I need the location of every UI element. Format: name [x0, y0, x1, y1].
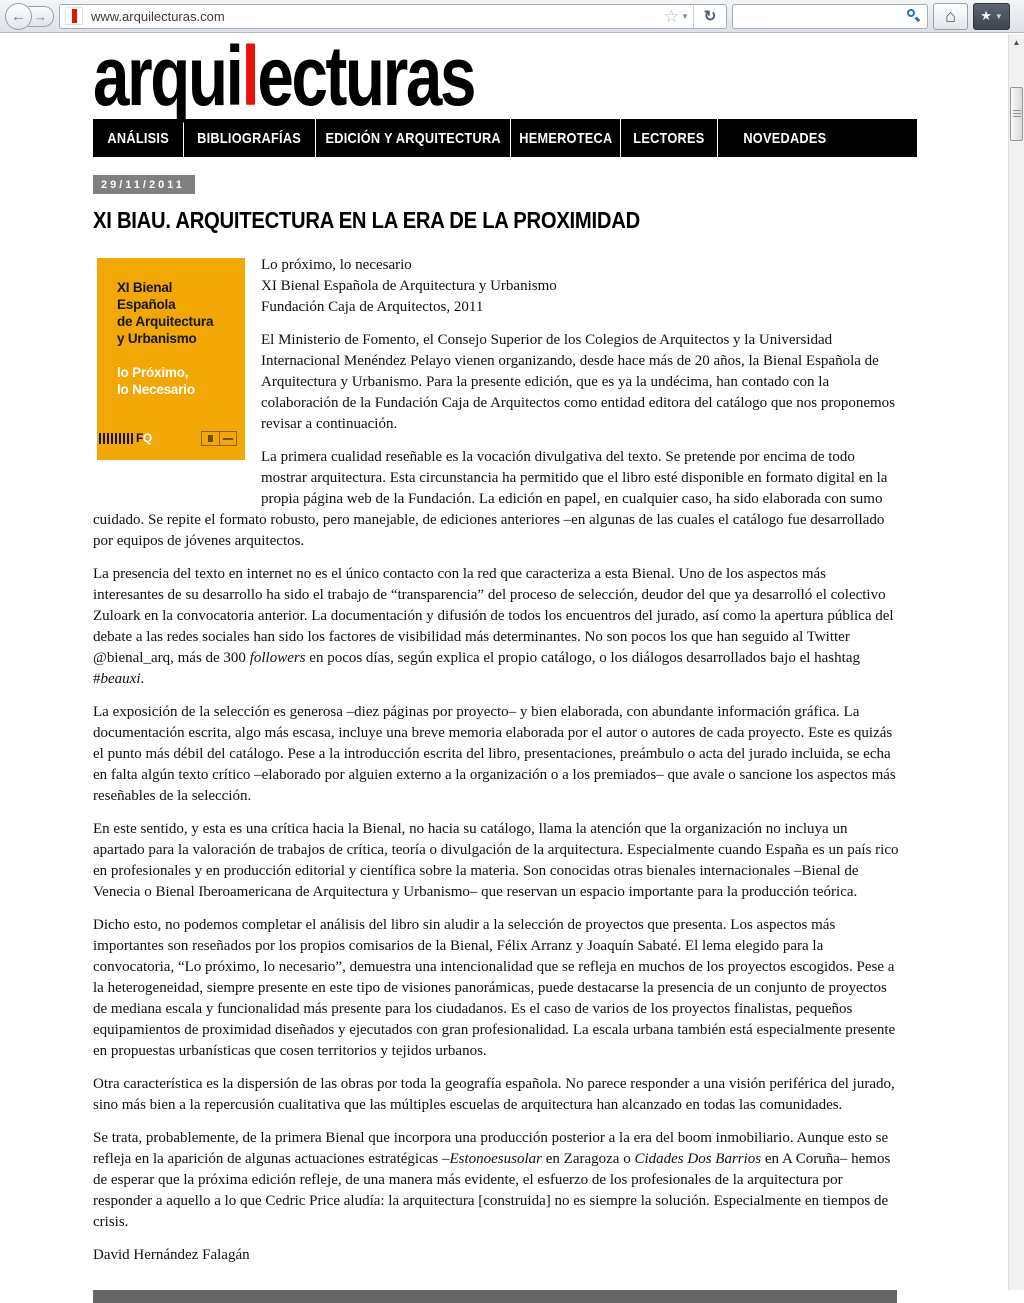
nav-item-edicion-y-arquitectura[interactable]: [315, 119, 510, 157]
article-paragraph: El Ministerio de Fomento, el Consejo Superior de los Colegios de Arquitectos y la Universidad Internacional Menéndez Pelayo vienen organizando, desde hace más de 20 años, la Bienal Española de Arquitectura y Urbanismo. Para la presente edición, que es ya la undécima, han contado con la colaboración de la Fundación Caja de Arquitectos como entidad editora del catálogo que nos proponemos revisar a continuación.: [261, 332, 895, 432]
book-ref-line: Fundación Caja de Arquitectos, 2011: [261, 299, 484, 315]
home-icon: ⌂: [945, 5, 956, 26]
nav-label: HEMEROTECA: [518, 129, 613, 147]
scrollbar-grip-icon: [1013, 110, 1021, 118]
article-paragraph: En este sentido, y esta es una crítica hacia la Bienal, no hacia su catálogo, llama la atención que la organización no incluya un apartado para la valoración de trabajos de crítica, teoría o divulgación de la arquitectura. Especialmente cuando España es un país rico en profesionales y en producción editorial y científica sobre la materia. Son conocidas otras bienales internacionales –Bienal de Venecia o Bienal Iberoamericana de Arquitectura y Urbanismo– que reservan un espacio importante para la producción teórica.: [93, 821, 899, 900]
article-paragraph: La primera cualidad reseñable es la vocación divulgativa del texto. Se pretende por encima de todo mostrar arquitectura. Esta circunstancia ha permitido que el libro esté disponible en formato digital en la propia página web de la Fundación. La edición en papel, en cualquier caso, ha sido elaborada con sumo cuidado. Se repite el formato robusto, pero manejable, de ediciones anteriores –en algunas de las cuales el catálogo fue desarrollado por equipos de jóvenes arquitectos.: [93, 449, 888, 549]
article-paragraph: Dicho esto, no podemos completar el análisis del libro sin aludir a la selección de proyectos que presenta. Los aspectos más importantes son reseñados por los propios comisarios de la Bienal, Félix Arranz y Joaquín Sabaté. El lema elegido para la convocatoria, “Lo próximo, lo necesario”, demuestra una intencionalidad que se refleja en muchos de los proyectos escogidos. Pese a la heterogeneidad, siempre presente en este tipo de visiones panorámicas, puede destacarse la presencia de un conjunto de proyectos de mediana escala y funcionalidad más presente para los ciudadanos. Es el caso de varios de los proyectos finalistas, pequeños equipamientos de proximidad diseñados y ejecutados con gran profesionalidad. La escala urbana también está especialmente presente en propuestas urbanísticas que cosen territorios y tejidos urbanos.: [93, 917, 896, 1059]
favicon-red-bar: [72, 9, 77, 23]
scrollbar-up-button[interactable]: [1009, 34, 1024, 51]
nav-item-lectores[interactable]: [620, 119, 717, 157]
cover-subtitle-line: lo Próximo,: [117, 365, 189, 380]
vertical-scrollbar[interactable]: [1008, 34, 1024, 1290]
main-navigation: [93, 119, 917, 157]
url-bar[interactable]: [59, 4, 727, 29]
cover-bottom-row: [99, 428, 237, 449]
nav-label: NOVEDADES: [743, 129, 827, 147]
bookmarks-menu-button[interactable]: [973, 3, 1010, 30]
site-logo[interactable]: [93, 29, 807, 123]
history-nav-buttons: [5, 3, 54, 30]
scrollbar-thumb[interactable]: [1010, 87, 1023, 141]
logo-accent-l: l: [241, 29, 258, 123]
bookmark-dropdown-caret-icon[interactable]: ▼: [681, 11, 689, 21]
search-box[interactable]: [732, 4, 928, 29]
nav-filler: [852, 119, 917, 157]
cover-title-line: y Urbanismo: [117, 331, 197, 346]
nav-label: LECTORES: [633, 129, 705, 147]
article-paragraph: La presencia del texto en internet no es el único contacto con la red que caracteriza a esta Bienal. Uno de los aspectos más interesantes de su desarrollo ha sido el trabajo de “transparencia” del proceso de selección, deudor del que ya desarrolló el colectivo Zuloark en la convocatoria anterior. La documentación y difusión de todos los encuentros del jurado, así como la apertura pública del debate a las redes sociales han sido los factores de visibilidad más determinantes. No son pocos los que han seguido al Twitter @bienal_arq, más de 300 followers en pocos días, según explica el propio catálogo, o los diálogos desarrollados bajo el hashtag #beauxi.: [93, 566, 894, 687]
article-paragraph: Otra característica es la dispersión de las obras por toda la geografía española. No parece responder a una visión periférica del jurado, sino más bien a la repercusión cualitativa que las múltiples escuelas de arquitectura han alcanzado en todas las comunidades.: [93, 1076, 895, 1113]
publisher-logo-q: Q: [142, 431, 152, 445]
nav-item-bibliografias[interactable]: [183, 119, 315, 157]
article-paragraph: La exposición de la selección es generosa –diez páginas por proyecto– y bien elaborada, con abundante información gráfica. La documentación escrita, algo más escasa, incluye una breve memoria elaborada por el autor o autores de cada proyecto. Este es quizás el punto más débil del catálogo. Pese a la introducción escrita del libro, presentaciones, preámbulo o acta del jurado incluida, se echa en falta algún texto crítico –elaborado por alguien externo a la organización o a los premiados– que avale o sancione los aspectos más reseñables de la selección.: [93, 704, 896, 804]
footer-bar: [93, 1290, 897, 1303]
post-title: XI BIAU. ARQUITECTURA EN LA ERA DE LA PROXIMIDAD: [93, 207, 640, 233]
back-arrow-icon: ←: [11, 7, 26, 25]
nav-item-analisis[interactable]: [93, 119, 183, 157]
book-ref-line: XI Bienal Española de Arquitectura y Urbanismo: [261, 278, 557, 294]
article-body: [93, 255, 899, 1266]
reload-button[interactable]: [694, 5, 726, 28]
nav-item-novedades[interactable]: [717, 119, 852, 157]
ministry-logo: [201, 431, 237, 446]
page-content: [0, 29, 1008, 1303]
logo-part1: arqui: [93, 29, 242, 123]
cover-title-line: de Arquitectura: [117, 314, 214, 329]
ministry-text-cell: [219, 432, 237, 445]
bookmarks-caret-icon: ▼: [994, 11, 1003, 21]
bookmark-star-icon[interactable]: ☆: [663, 6, 680, 26]
nav-label: BIBLIOGRAFÍAS: [197, 129, 302, 147]
site-favicon: [65, 7, 83, 25]
search-input[interactable]: [739, 9, 907, 24]
barcode-icon: [99, 433, 135, 444]
cover-title-line: Española: [117, 297, 176, 312]
book-ref-line: Lo próximo, lo necesario: [261, 257, 412, 273]
nav-label: ANÁLISIS: [107, 129, 169, 147]
search-icon[interactable]: [907, 9, 921, 23]
book-cover-text: [97, 258, 245, 398]
forward-arrow-icon: →: [34, 8, 47, 24]
article-paragraph: Se trata, probablemente, de la primera Bienal que incorpora una producción posterior a la era del boom inmobiliario. Aunque esto se refleja en la aparición de algunas actuaciones estratégicas –Estonoesusolar en Zaragoza o Cidades Dos Barrios en A Coruña– hemos de esperar que la próxima edición refleje, de una manera más evidente, el esfuerzo de los profesionales de la arquitectura por responder a aquello a lo que Cedric Price aludía: la arquitectura [construida] no es siempre la solución. Especialmente en tiempos de crisis.: [93, 1130, 891, 1230]
publisher-logo: [136, 428, 152, 449]
publisher-logo-f: F: [136, 431, 143, 445]
reload-icon: ↻: [703, 8, 717, 25]
book-cover-image: [97, 258, 245, 460]
url-text: www.arquilecturas.com: [91, 8, 225, 24]
ministry-emblem-icon: [202, 432, 219, 445]
nav-label: EDICIÓN Y ARQUITECTURA: [325, 129, 501, 147]
cover-subtitle: [117, 364, 237, 398]
back-button[interactable]: [5, 3, 32, 30]
publisher-mark: [99, 428, 152, 449]
nav-item-hemeroteca[interactable]: [510, 119, 620, 157]
cover-title-line: XI Bienal: [117, 280, 173, 295]
logo-part2: ecturas: [257, 29, 475, 123]
bookmarks-star-icon: ★: [980, 8, 992, 23]
cover-subtitle-line: lo Necesario: [117, 382, 195, 397]
post-date-badge: 29/11/2011: [93, 175, 195, 194]
home-button[interactable]: [933, 3, 968, 30]
scroll-up-arrow-icon: ▲: [1012, 38, 1021, 47]
author-byline: David Hernández Falagán: [93, 1247, 250, 1263]
